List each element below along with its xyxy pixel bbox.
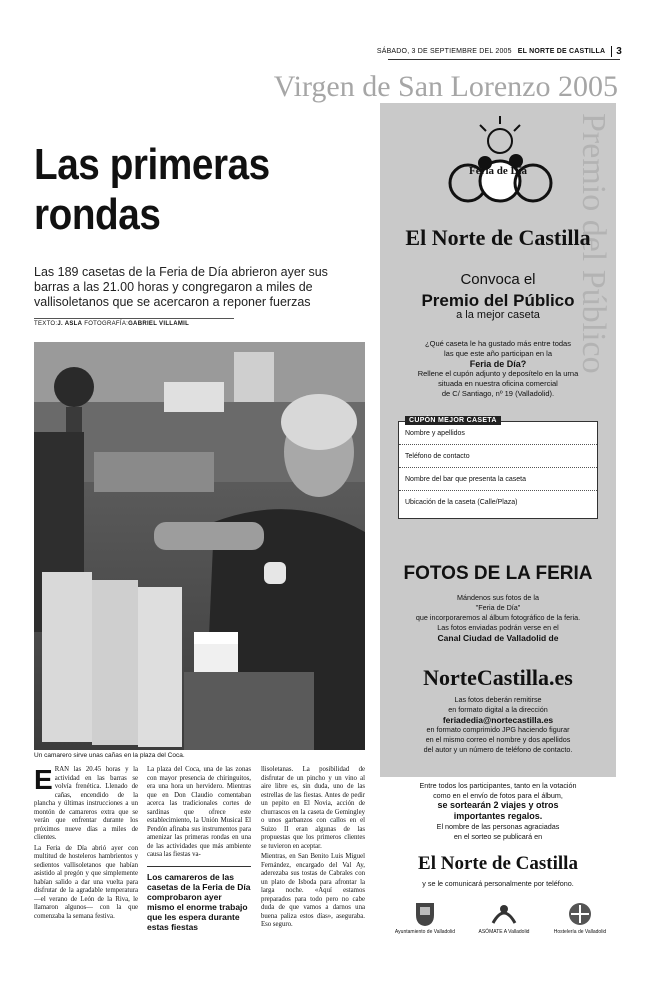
fotos-line: Mándenos sus fotos de la	[457, 593, 539, 602]
article-photo	[34, 342, 365, 750]
ad-mejor-caseta: a la mejor caseta	[456, 309, 540, 321]
prize-line: Entre todos los participantes, tanto en la votación	[419, 781, 577, 790]
body-paragraph: llisoletanas. La posibilidad de disfrutar de un pincho y un vino al aire libre es, sin duda, uno de las estrellas de las fiestas. Antes de pedir un pepito en El Novia, acción de churrascos en la caseta de Gemingley o unos garbanzos con callos en el Suizo II eran algunas de las propuestas que los primeros clientes se tuvieron en aceptar.	[261, 766, 365, 850]
ad-convoca: Convoca el	[460, 271, 536, 288]
header-rule	[388, 59, 620, 60]
headline	[34, 140, 324, 240]
coupon-form	[398, 417, 598, 519]
fotos-note	[380, 695, 616, 755]
pull-quote: Los camareros de las casetas de la Feria de Día comprobaron ayer mismo el enorme trabajo que les espera durante estas fiestas	[147, 866, 251, 932]
ad-premio: Premio del Público	[421, 291, 575, 310]
feria-logo-text: Feria de Día	[468, 165, 528, 177]
headline-line-1: Las primeras	[34, 140, 270, 189]
sponsor-ayuntamiento	[390, 901, 460, 935]
note-line: Las fotos deberán remitirse	[454, 695, 542, 704]
prize-line: se sortearán 2 viajes y otros	[437, 800, 559, 810]
body-paragraph: La plaza del Coca, una de las zonas con mayor presencia de chiringuitos, era una hora un hervidero. Mientras que en Don Claudio comentaban acerca las tradicionales cortes de sardinas que ofrece este establecimiento, la Unión Musical El Pendón afinaba sus instrumentos para amenizar las primeras rondas en una de las actividades que más ambiente causa las fiestas va-	[147, 766, 251, 858]
byline-text-author: J. ASLA	[57, 321, 83, 327]
ad-watermark: Premio del Público	[575, 113, 612, 374]
body-column-1	[34, 766, 138, 923]
feria-de-dia-logo-icon	[440, 111, 560, 216]
fotos-line: que incorporaremos al álbum fotográfico de la feria.	[415, 613, 581, 622]
header-paper-name: EL NORTE DE CASTILLA	[517, 47, 606, 55]
dek: Las 189 casetas de la Feria de Día abrieron ayer sus barras a las 21.00 horas y congregaron a miles de vallisoletanos que se acercaron a reponer fuerzas	[34, 265, 328, 309]
ad-paper-name-bottom: El Norte de Castilla	[418, 853, 578, 874]
byline-photo-label: FOTOGRAFÍA:	[84, 321, 129, 327]
byline	[34, 318, 234, 327]
body-paragraph: Mientras, en San Benito Luis Miguel Fernández, encargado del Val Ay, aderezaba sus tostas de Cabrales con un plato de Isboda para afrontar la larga noche. «Aquí estamos preparados para todo pero no cabe duda de que vamos a darnos una buena paliza estos días», aseguraba. Eso seguro.	[261, 853, 365, 928]
nortecastilla-web-logo: NorteCastilla.es	[423, 665, 573, 690]
fotos-line: Canal Ciudad de Valladolid de	[437, 633, 559, 643]
note-line: en el mismo correo el nombre y dos apellidos	[425, 735, 571, 744]
drop-cap: E	[34, 764, 53, 795]
ad-question-line: Feria de Día?	[469, 359, 527, 369]
photo-caption: Un camarero sirve unas cañas en la plaza del Coca.	[34, 752, 185, 759]
coupon-field-location[interactable]: Ubicación de la caseta (Calle/Plaza)	[405, 499, 518, 506]
page-header	[376, 44, 622, 58]
ad-question-line: de C/ Santiago, nº 19 (Valladolid).	[441, 389, 555, 398]
ad-question-line: las que este año participan en la	[444, 349, 552, 358]
coupon-field-bar[interactable]: Nombre del bar que presenta la caseta	[399, 468, 597, 491]
coupon-field-name[interactable]: Nombre y apellidos	[399, 422, 597, 445]
fotos-line: Las fotos enviadas podrán verse en el	[437, 623, 559, 632]
note-line: en formato digital a la dirección	[448, 705, 548, 714]
byline-photo-author: GABRIEL VILLAMIL	[128, 321, 190, 327]
body-paragraph: La Feria de Día abrió ayer con multitud de hosteleros hambrientos y sedientos vallisoletanos que habían asistido al pregón y que simplemente habían salido a dar una vuelta para disfrutar de la agradable temperatura —el verano de León de la Riva, le llamaron algunos— con la que comenzaba la semana festiva.	[34, 844, 138, 920]
note-line: en formato comprimido JPG haciendo figurar	[426, 725, 570, 734]
header-date: SÁBADO, 3 DE SEPTIEMBRE DEL 2005	[376, 47, 512, 55]
fotos-title: FOTOS DE LA FERIA	[403, 563, 593, 584]
hosteleria-icon	[567, 901, 593, 927]
sponsor-asomate	[468, 901, 540, 935]
ad-question-line: situada en nuestra oficina comercial	[438, 379, 558, 388]
bartender-photo-illustration	[34, 342, 365, 750]
asomate-icon	[489, 901, 519, 927]
page-number: 3	[611, 46, 622, 57]
prize-line: en el sorteo se publicará en	[453, 831, 543, 841]
ad-question-line: Rellene el cupón adjunto y deposítelo en la urna	[417, 369, 579, 378]
headline-line-2: rondas	[34, 190, 161, 239]
section-title: Virgen de San Lorenzo 2005	[273, 70, 618, 103]
advertisement	[380, 103, 616, 983]
ad-paper-name: El Norte de Castilla	[405, 225, 591, 250]
byline-text-label: TEXTO:	[34, 321, 58, 327]
fotos-text	[380, 593, 616, 643]
body-column-3	[261, 766, 365, 932]
email-address[interactable]: feriadedia@nortecastilla.es	[442, 715, 554, 725]
body-paragraph	[34, 766, 138, 843]
note-line: del autor y un número de teléfono de contacto.	[423, 745, 573, 754]
sponsor-1-label: Ayuntamiento de Valladolid	[394, 929, 456, 935]
sponsor-logos	[380, 901, 616, 947]
city-crest-icon	[414, 901, 436, 927]
ad-question	[380, 339, 616, 399]
ad-prize-text	[380, 781, 616, 841]
coupon-field-phone[interactable]: Teléfono de contacto	[399, 445, 597, 468]
article-body	[34, 766, 365, 956]
sponsor-hosteleria	[550, 901, 610, 935]
prize-line: como en el envío de fotos para el álbum,	[433, 790, 563, 800]
fotos-line: "Feria de Día"	[475, 603, 521, 612]
prize-line: El nombre de las personas agraciadas	[436, 822, 560, 831]
ad-final-line: y se le comunicará personalmente por teléfono.	[422, 879, 574, 888]
sponsor-3-label: Hostelería de Valladolid	[553, 929, 607, 935]
coupon-tag: CUPÓN MEJOR CASETA	[405, 416, 501, 425]
ad-question-line: ¿Qué caseta le ha gustado más entre todas	[425, 339, 571, 348]
prize-line: importantes regalos.	[453, 811, 543, 821]
sponsor-2-label: ASÓMATE A Valladolid	[478, 929, 530, 935]
body-paragraph-text: RAN las 20.45 horas y la actividad en las barras se volvía frenética. Llenado de cañas, encendido de la plancha y últimas instrucciones a un montón de camareros extra que se verán que enfrentar durante los próximos nueve días a miles de clientes.	[34, 766, 138, 841]
ad-gray-panel	[380, 103, 616, 777]
body-column-2	[147, 766, 251, 932]
